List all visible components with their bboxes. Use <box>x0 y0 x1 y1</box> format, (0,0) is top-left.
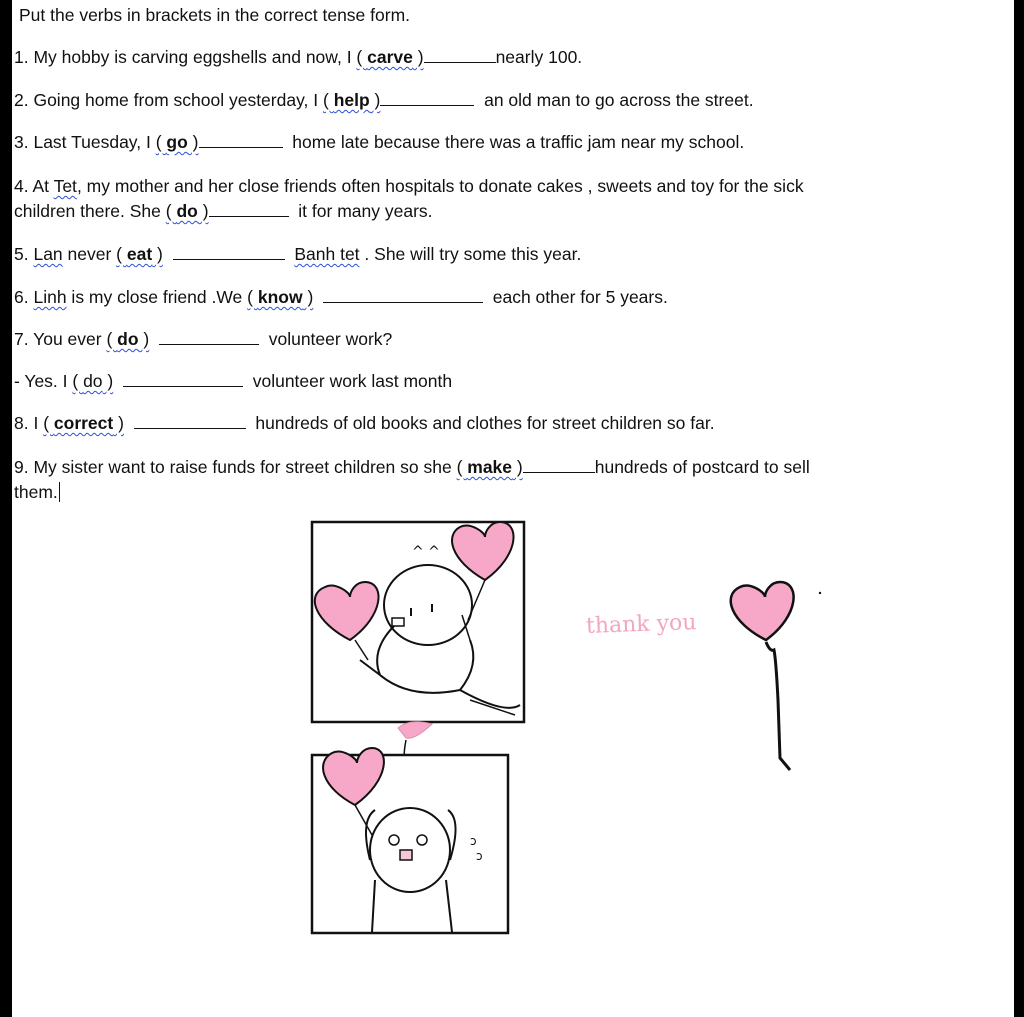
exercise-item-9-line-1: 9. My sister want to raise funds for street children so she ( make ) hundreds of postcard to sell <box>14 457 810 477</box>
heart-balloon-right <box>731 582 794 640</box>
svg-text:ɔ: ɔ <box>476 849 483 863</box>
small-balloon <box>398 722 432 738</box>
mouth-shape <box>392 618 404 626</box>
verb-do-2: do <box>117 329 139 349</box>
instruction-text: Put the verbs in brackets in the correct tense form. <box>19 5 411 25</box>
exercise-item-7-answer: - Yes. I ( do ) volunteer work last month <box>14 371 453 391</box>
verb-go: go <box>166 132 188 152</box>
verb-make: make <box>467 457 513 477</box>
exercise-item-1: 1. My hobby is carving eggshells and now, I ( carve ) nearly 100. <box>14 47 583 67</box>
verb-carve: carve <box>367 47 413 67</box>
exercise-item-5: 5. Lan never ( eat ) Banh tet . She will try some this year. <box>14 244 582 264</box>
exercise-item-6: 6. Linh is my close friend .We ( know ) each other for 5 years. <box>14 287 668 307</box>
happy-marks-text: ^ ^ <box>412 544 440 560</box>
thank-you-text: thank you <box>585 610 697 639</box>
exercise-item-4-line-1: 4. At Tet, my mother and her close friends often hospitals to donate cakes , sweets and toy for the sick <box>14 176 804 196</box>
exercise-item-7: 7. You ever ( do ) volunteer work? <box>14 329 393 349</box>
verb-eat: eat <box>126 244 153 264</box>
verb-help: help <box>333 90 370 110</box>
right-frame-edge <box>1014 0 1024 1017</box>
svg-text:ɔ: ɔ <box>470 834 477 848</box>
verb-correct: correct <box>53 413 114 433</box>
verb-do: do <box>176 201 198 221</box>
verb-know: know <box>257 287 303 307</box>
exercise-item-3: 3. Last Tuesday, I ( go ) home late because there was a traffic jam near my school. <box>14 132 745 152</box>
exercise-item-8: 8. I ( correct ) hundreds of old books and clothes for street children so far. <box>14 413 715 433</box>
exercise-item-2: 2. Going home from school yesterday, I ( help ) an old man to go across the street. <box>14 90 754 110</box>
exercise-item-4-line-2: children there. She ( do ) it for many years. <box>14 201 433 221</box>
exercise-item-9-line-2: them. <box>14 481 65 503</box>
verb-do-3: do <box>83 371 103 391</box>
